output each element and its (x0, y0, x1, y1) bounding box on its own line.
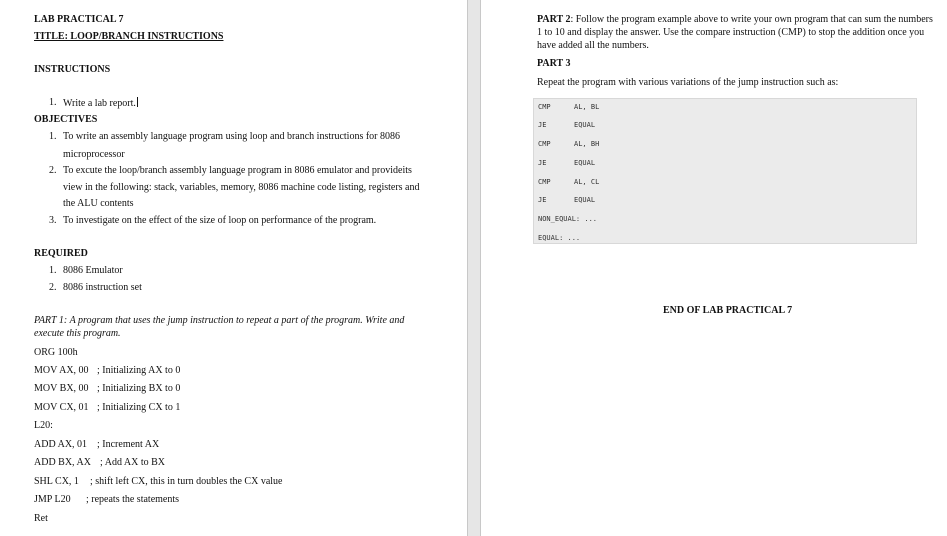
program-comment: ; shift left CX, this in turn doubles the CX value (90, 476, 283, 487)
part1-heading-line: execute this program. (34, 328, 121, 339)
program-line (34, 494, 179, 506)
code-label: NON_EQUAL: ... (538, 215, 598, 223)
instruction-text: Write a lab report. (63, 98, 136, 109)
document-page-left (0, 0, 467, 536)
required-item: 8086 instruction set (63, 282, 142, 293)
part2-label: PART 2 (537, 14, 571, 25)
objective-number: 3. (49, 215, 57, 226)
program-comment: ; Add AX to BX (100, 457, 166, 468)
code-label: EQUAL: ... (538, 234, 581, 242)
part2-line: have added all the numbers. (537, 40, 649, 51)
lab-title: TITLE: LOOP/BRANCH INSTRUCTIONS (34, 31, 224, 42)
part2-line (537, 14, 933, 26)
code-arg: EQUAL (574, 196, 596, 204)
part2-line: 1 to 10 and display the answer. Use the compare instruction (CMP) to stop the addition once you (537, 27, 925, 38)
program-comment: ; Initializing AX to 0 (97, 365, 181, 376)
code-op: JE (538, 159, 547, 167)
program-code: ADD AX, 01 (34, 439, 88, 450)
code-arg: EQUAL (574, 121, 596, 129)
program-code: ORG 100h (34, 347, 78, 358)
program-code: MOV CX, 01 (34, 402, 89, 413)
program-code: MOV AX, 00 (34, 365, 89, 376)
document-page-right (481, 0, 947, 536)
code-block (533, 98, 917, 244)
objective-line: the ALU contents (63, 198, 134, 209)
objective-line: view in the following: stack, variables, memory, 8086 machine code listing, registers and (63, 182, 420, 193)
objective-line: To excute the loop/branch assembly language program in 8086 emulator and provideits (63, 165, 412, 176)
objective-line: microprocessor (63, 149, 125, 160)
instruction-item[interactable] (63, 97, 138, 110)
code-op: JE (538, 121, 547, 129)
code-op: CMP (538, 140, 551, 148)
objective-line: To write an assembly language program using loop and branch instructions for 8086 (63, 131, 401, 142)
program-line (34, 476, 282, 488)
page-gutter (467, 0, 481, 536)
program-line (34, 365, 180, 377)
program-code: JMP L20 (34, 494, 71, 505)
lab-heading: LAB PRACTICAL 7 (34, 14, 124, 25)
required-number: 1. (49, 265, 57, 276)
code-arg: AL, BL (574, 103, 600, 111)
program-comment: ; Initializing CX to 1 (97, 402, 181, 413)
part3-heading: PART 3 (537, 58, 571, 69)
program-line (34, 383, 180, 395)
required-number: 2. (49, 282, 57, 293)
program-line (34, 347, 78, 359)
code-arg: AL, BH (574, 140, 600, 148)
program-line (34, 402, 180, 414)
objectives-heading: OBJECTIVES (34, 114, 98, 125)
required-item: 8086 Emulator (63, 265, 123, 276)
program-code: L20: (34, 420, 53, 431)
code-arg: EQUAL (574, 159, 596, 167)
part2-text: : Follow the program example above to write your own program that can sum the numbers (570, 14, 933, 25)
text-cursor (137, 97, 138, 107)
instruction-number: 1. (49, 97, 57, 108)
code-arg: AL, CL (574, 178, 600, 186)
objective-number: 2. (49, 165, 57, 176)
program-comment: ; Initializing BX to 0 (97, 383, 181, 394)
program-code: Ret (34, 513, 48, 524)
program-line (34, 420, 53, 432)
part1-heading-line: PART 1: A program that uses the jump instruction to repeat a part of the program. Write and (34, 315, 405, 326)
program-line (34, 439, 159, 451)
program-comment: ; repeats the statements (86, 494, 180, 505)
instructions-heading: INSTRUCTIONS (34, 64, 111, 75)
code-op: CMP (538, 178, 551, 186)
required-heading: REQUIRED (34, 248, 88, 259)
program-line (34, 457, 165, 469)
program-code: SHL CX, 1 (34, 476, 79, 487)
code-op: JE (538, 196, 547, 204)
objective-number: 1. (49, 131, 57, 142)
program-code: ADD BX, AX (34, 457, 91, 468)
program-code: MOV BX, 00 (34, 383, 89, 394)
program-comment: ; Increment AX (97, 439, 160, 450)
part3-text: Repeat the program with various variations of the jump instruction such as: (537, 77, 839, 88)
end-text: END OF LAB PRACTICAL 7 (663, 305, 793, 316)
code-op: CMP (538, 103, 551, 111)
objective-line: To investigate on the effect of the size of loop on performance of the program. (63, 215, 377, 226)
program-line (34, 513, 48, 525)
